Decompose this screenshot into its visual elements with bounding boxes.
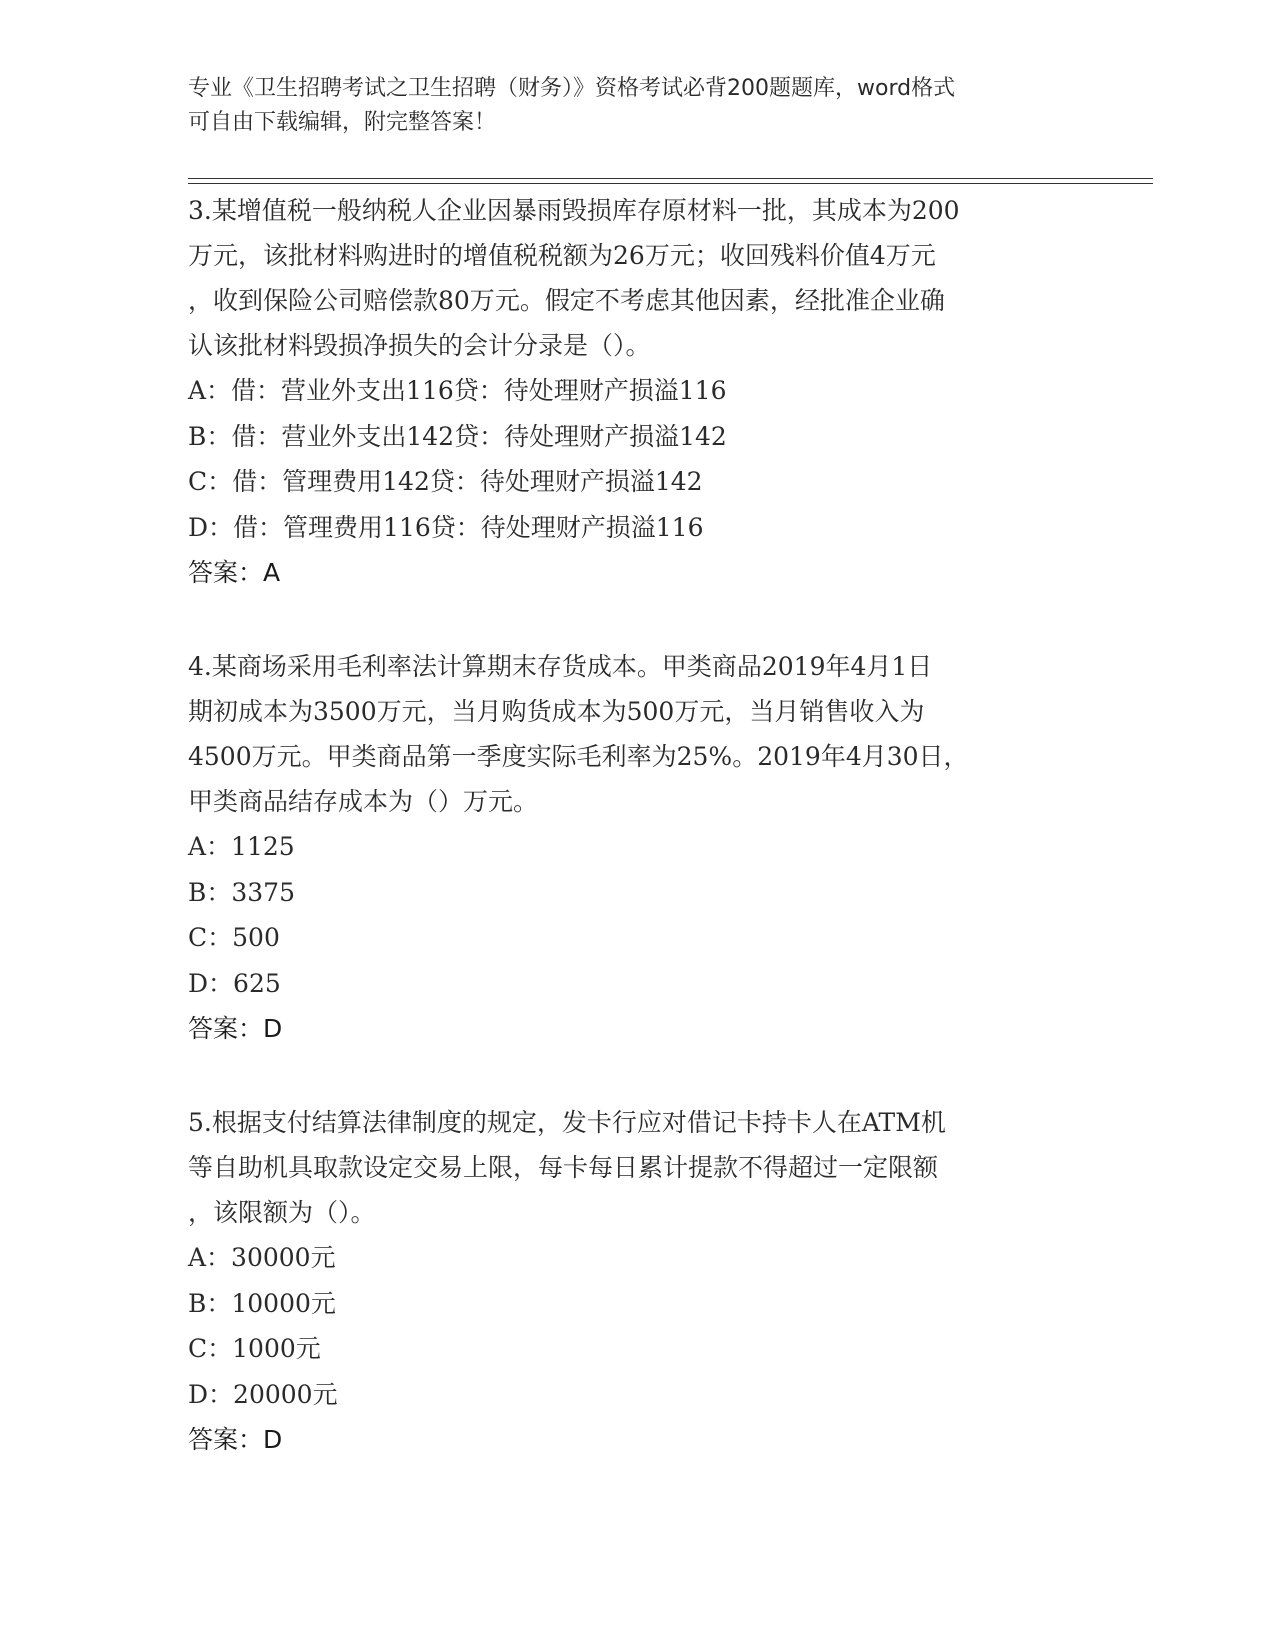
stem-line: 3.某增值税一般纳税人企业因暴雨毁损库存原材料一批，其成本为200 [188, 196, 960, 225]
header-divider-bottom [188, 183, 1153, 184]
stem-line: 期初成本为3500万元，当月购货成本为500万元，当月销售收入为 [188, 697, 925, 726]
header-divider-top [188, 178, 1153, 179]
stem-line: 认该批材料毁损净损失的会计分录是（）。 [188, 331, 651, 360]
option-c: C：1000元 [188, 1334, 321, 1363]
question-3 [188, 188, 1088, 595]
option-b: B：借：营业外支出142贷：待处理财产损溢142 [188, 421, 727, 451]
answer: 答案：D [188, 1425, 283, 1454]
option-b: B：10000元 [188, 1288, 336, 1318]
stem-line: ，收到保险公司赔偿款80万元。假定不考虑其他因素，经批准企业确 [188, 286, 945, 315]
question-stem [188, 644, 1088, 824]
stem-line: 4500万元。甲类商品第一季度实际毛利率为25%。2019年4月30日， [188, 742, 969, 771]
option-a: A：30000元 [188, 1243, 336, 1272]
answer: 答案：A [188, 558, 281, 587]
question-5 [188, 1100, 1088, 1462]
option-d: D：借：管理费用116贷：待处理财产损溢116 [188, 512, 704, 542]
document-header [188, 72, 1088, 140]
header-line-2: 可自由下载编辑，附完整答案！ [188, 110, 497, 135]
question-4 [188, 644, 1088, 1051]
answer: 答案：D [188, 1014, 283, 1043]
question-stem [188, 188, 1088, 368]
stem-line: 5.根据支付结算法律制度的规定，发卡行应对借记卡持卡人在ATM机 [188, 1108, 946, 1137]
option-b: B：3375 [188, 877, 295, 907]
option-a: A：借：营业外支出116贷：待处理财产损溢116 [188, 376, 727, 405]
stem-line: ，该限额为（）。 [188, 1198, 376, 1227]
stem-line: 等自助机具取款设定交易上限，每卡每日累计提款不得超过一定限额 [188, 1153, 939, 1182]
header-line-1: 专业《卫生招聘考试之卫生招聘（财务）》资格考试必背200题题库，word格式 [188, 76, 956, 101]
option-d: D：20000元 [188, 1379, 338, 1409]
option-c: C：借：管理费用142贷：待处理财产损溢142 [188, 467, 703, 496]
option-d: D：625 [188, 968, 281, 998]
question-stem [188, 1100, 1088, 1235]
stem-line: 甲类商品结存成本为（）万元。 [188, 787, 539, 816]
stem-line: 4.某商场采用毛利率法计算期末存货成本。甲类商品2019年4月1日 [188, 652, 933, 681]
option-a: A：1125 [188, 832, 295, 861]
stem-line: 万元，该批材料购进时的增值税税额为26万元；收回残料价值4万元 [188, 241, 936, 270]
option-c: C：500 [188, 923, 280, 952]
